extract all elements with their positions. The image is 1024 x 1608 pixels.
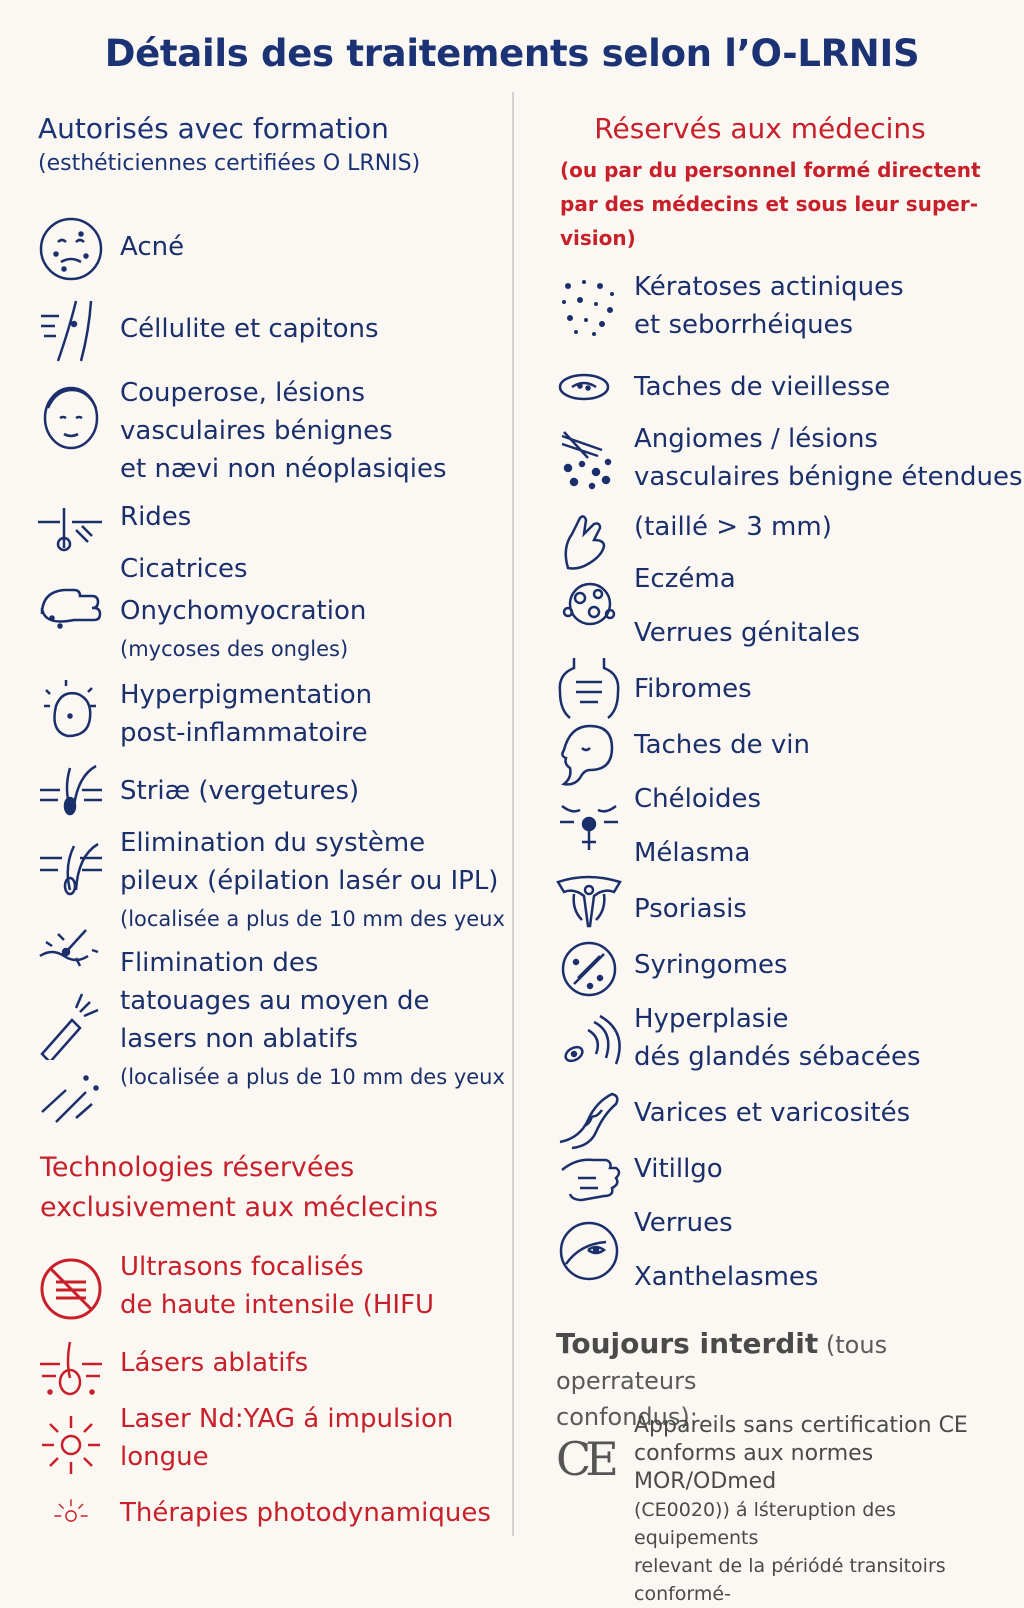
item-label: (taillé > 3 mm) xyxy=(634,512,832,542)
laser-follicle-icon xyxy=(36,1336,106,1406)
hair-removal-icon xyxy=(36,836,106,906)
item-label: Chéloides xyxy=(634,784,762,814)
item-label: et seborrhéiques xyxy=(634,310,854,340)
ce-line: (CE0020)) á lśteruption des equipements xyxy=(634,1499,896,1549)
item-label: Hyperpigmentation xyxy=(120,680,373,710)
page-title: Détails des traitements selon l’O-LRNIS xyxy=(104,32,920,75)
dots-icon xyxy=(554,272,624,342)
list-item xyxy=(120,824,505,938)
list-item xyxy=(634,368,890,406)
eye-face-icon xyxy=(554,1216,624,1286)
item-label: Lásers ablatifs xyxy=(120,1348,309,1378)
item-label: post-inflammatoire xyxy=(120,718,368,748)
item-label: Varices et varicosités xyxy=(634,1098,911,1128)
item-label: Elimination du système xyxy=(120,828,426,858)
torso-icon xyxy=(554,652,624,722)
ce-mark-icon: CE xyxy=(556,1432,613,1486)
list-item xyxy=(120,310,379,348)
hand-icon xyxy=(36,578,106,648)
item-label: Rides xyxy=(120,502,192,532)
item-label: Cicatrices xyxy=(120,554,248,584)
item-label: pileux (épilation lasér ou IPL) xyxy=(120,866,499,896)
tech-header-line: Technologies réservées xyxy=(40,1152,355,1183)
left-header-title: Autorisés avec formation xyxy=(38,112,389,145)
list-item xyxy=(120,1248,434,1324)
item-label: lasers non ablatifs xyxy=(120,1024,359,1054)
forbidden-line: confondus): xyxy=(556,1403,698,1431)
eczema-icon xyxy=(554,570,624,640)
item-label: Vitillgo xyxy=(634,1154,723,1184)
item-label: Thérapies photodynamiques xyxy=(120,1498,491,1528)
face-acne-icon xyxy=(36,214,106,284)
list-item xyxy=(634,560,860,652)
item-label: Striæ (vergetures) xyxy=(120,776,360,806)
list-item xyxy=(634,1094,910,1132)
left-header-subtitle: (esthéticiennes certifiées O LRNIS) xyxy=(38,151,421,176)
item-label: Flimination des xyxy=(120,948,319,978)
list-item xyxy=(120,676,372,752)
spot-icon xyxy=(554,352,624,422)
list-item xyxy=(120,944,505,1096)
forbidden-title: Toujours interdit xyxy=(556,1327,819,1360)
ce-line: relevant de la périódé transitoirs conformé- xyxy=(634,1555,946,1605)
leg-veins-icon xyxy=(554,1086,624,1156)
item-label: Ultrasons focalisés xyxy=(120,1252,364,1282)
vitiligo-hand-icon xyxy=(554,1148,624,1218)
list-item xyxy=(634,946,788,984)
list-item xyxy=(634,508,832,546)
list-item xyxy=(120,228,184,266)
item-sub: (mycoses des ongles) xyxy=(120,637,349,661)
item-label: Couperose, lésions xyxy=(120,378,366,408)
list-item xyxy=(120,1494,491,1532)
keloid-icon xyxy=(554,792,624,862)
item-label: Mélasma xyxy=(634,838,751,868)
item-label: Psoriasis xyxy=(634,894,747,924)
face-profile-icon xyxy=(554,718,624,788)
wrinkles-icon xyxy=(36,500,106,570)
item-label: Taches de vieillesse xyxy=(634,372,891,402)
item-label: Verrues xyxy=(634,1208,733,1238)
item-label: Angiomes / lésions xyxy=(634,424,878,454)
item-label: et nævi non néoplasiqies xyxy=(120,454,447,484)
item-label: vasculaires bénigne étendues xyxy=(634,462,1023,492)
item-label: tatouages au moyen de xyxy=(120,986,430,1016)
list-item xyxy=(120,1344,308,1382)
sparkle-face-icon xyxy=(36,676,106,746)
list-item xyxy=(120,498,191,536)
no-ultrasound-icon xyxy=(36,1254,106,1324)
list-item xyxy=(634,420,1023,496)
item-label: Eczéma xyxy=(634,564,736,594)
list-item xyxy=(634,780,761,872)
spacer xyxy=(634,598,860,614)
item-sub: (localisée a plus de 10 mm des yeux xyxy=(120,1065,505,1089)
item-label: dés glandés sébacées xyxy=(634,1042,921,1072)
list-item xyxy=(634,1150,723,1188)
sparkle-icon xyxy=(36,1062,106,1132)
item-label: Onychomyocration xyxy=(120,596,367,626)
tech-header xyxy=(40,1148,438,1228)
syringoma-icon xyxy=(554,934,624,1004)
ce-text xyxy=(634,1412,1014,1608)
pelvis-icon xyxy=(554,870,624,940)
vascular-icon xyxy=(554,428,624,498)
item-label: Verrues génitales xyxy=(634,618,861,648)
right-header-title: Réservés aux médecins xyxy=(594,112,926,145)
item-label: vasculaires bénignes xyxy=(120,416,393,446)
list-item xyxy=(634,890,747,928)
list-item xyxy=(120,1400,453,1476)
forbidden-line xyxy=(556,1326,1006,1399)
ear-icon xyxy=(554,1010,624,1080)
right-header-line: (ou par du personnel formé directent xyxy=(560,158,981,182)
list-item xyxy=(634,1204,818,1296)
item-label: longue xyxy=(120,1442,209,1472)
item-label: Fibromes xyxy=(634,674,752,704)
spacer xyxy=(634,818,761,834)
hair-follicle-icon xyxy=(36,760,106,830)
item-sub: (localisée a plus de 10 mm des yeux xyxy=(120,907,505,931)
right-header-line: vision) xyxy=(560,226,636,250)
item-label: Acné xyxy=(120,232,185,262)
item-label: Xanthelasmes xyxy=(634,1262,819,1292)
item-label: Syringomes xyxy=(634,950,788,980)
item-label: Kératoses actiniques xyxy=(634,272,904,302)
sun-laser-icon xyxy=(36,1410,106,1480)
column-divider xyxy=(512,92,514,1536)
laser-spark-icon xyxy=(36,916,106,986)
list-item xyxy=(634,268,904,344)
spacer xyxy=(634,1242,818,1258)
item-label: de haute intensile (HIFU xyxy=(120,1290,435,1320)
item-label: Céllulite et capitons xyxy=(120,314,379,344)
list-item xyxy=(120,772,359,810)
item-label: Taches de vin xyxy=(634,730,810,760)
right-header-line: par des médecins et sous leur super- xyxy=(560,192,978,216)
ce-line: conforms aux normes MOR/ODmed xyxy=(634,1441,874,1494)
tech-header-line: exclusivement aux méclecins xyxy=(40,1192,439,1223)
item-label: Laser Nd:YAG á impulsion xyxy=(120,1404,454,1434)
list-item xyxy=(634,726,810,764)
right-header xyxy=(560,112,1000,255)
face-icon xyxy=(36,380,106,450)
list-item xyxy=(634,1000,921,1076)
item-label: Hyperplasie xyxy=(634,1004,789,1034)
list-item xyxy=(120,550,366,668)
list-item xyxy=(120,374,447,488)
list-item xyxy=(634,670,752,708)
tattoo-icon xyxy=(36,990,106,1060)
ce-line: Appareils sans certification CE xyxy=(634,1413,968,1438)
photodynamic-icon xyxy=(36,1496,106,1536)
left-header xyxy=(38,112,420,176)
cellulite-icon xyxy=(36,296,106,366)
hand-gesture-icon xyxy=(554,508,624,578)
forbidden-rest: (tous operrateurs xyxy=(556,1331,888,1395)
right-header-subtitle xyxy=(560,153,1000,255)
